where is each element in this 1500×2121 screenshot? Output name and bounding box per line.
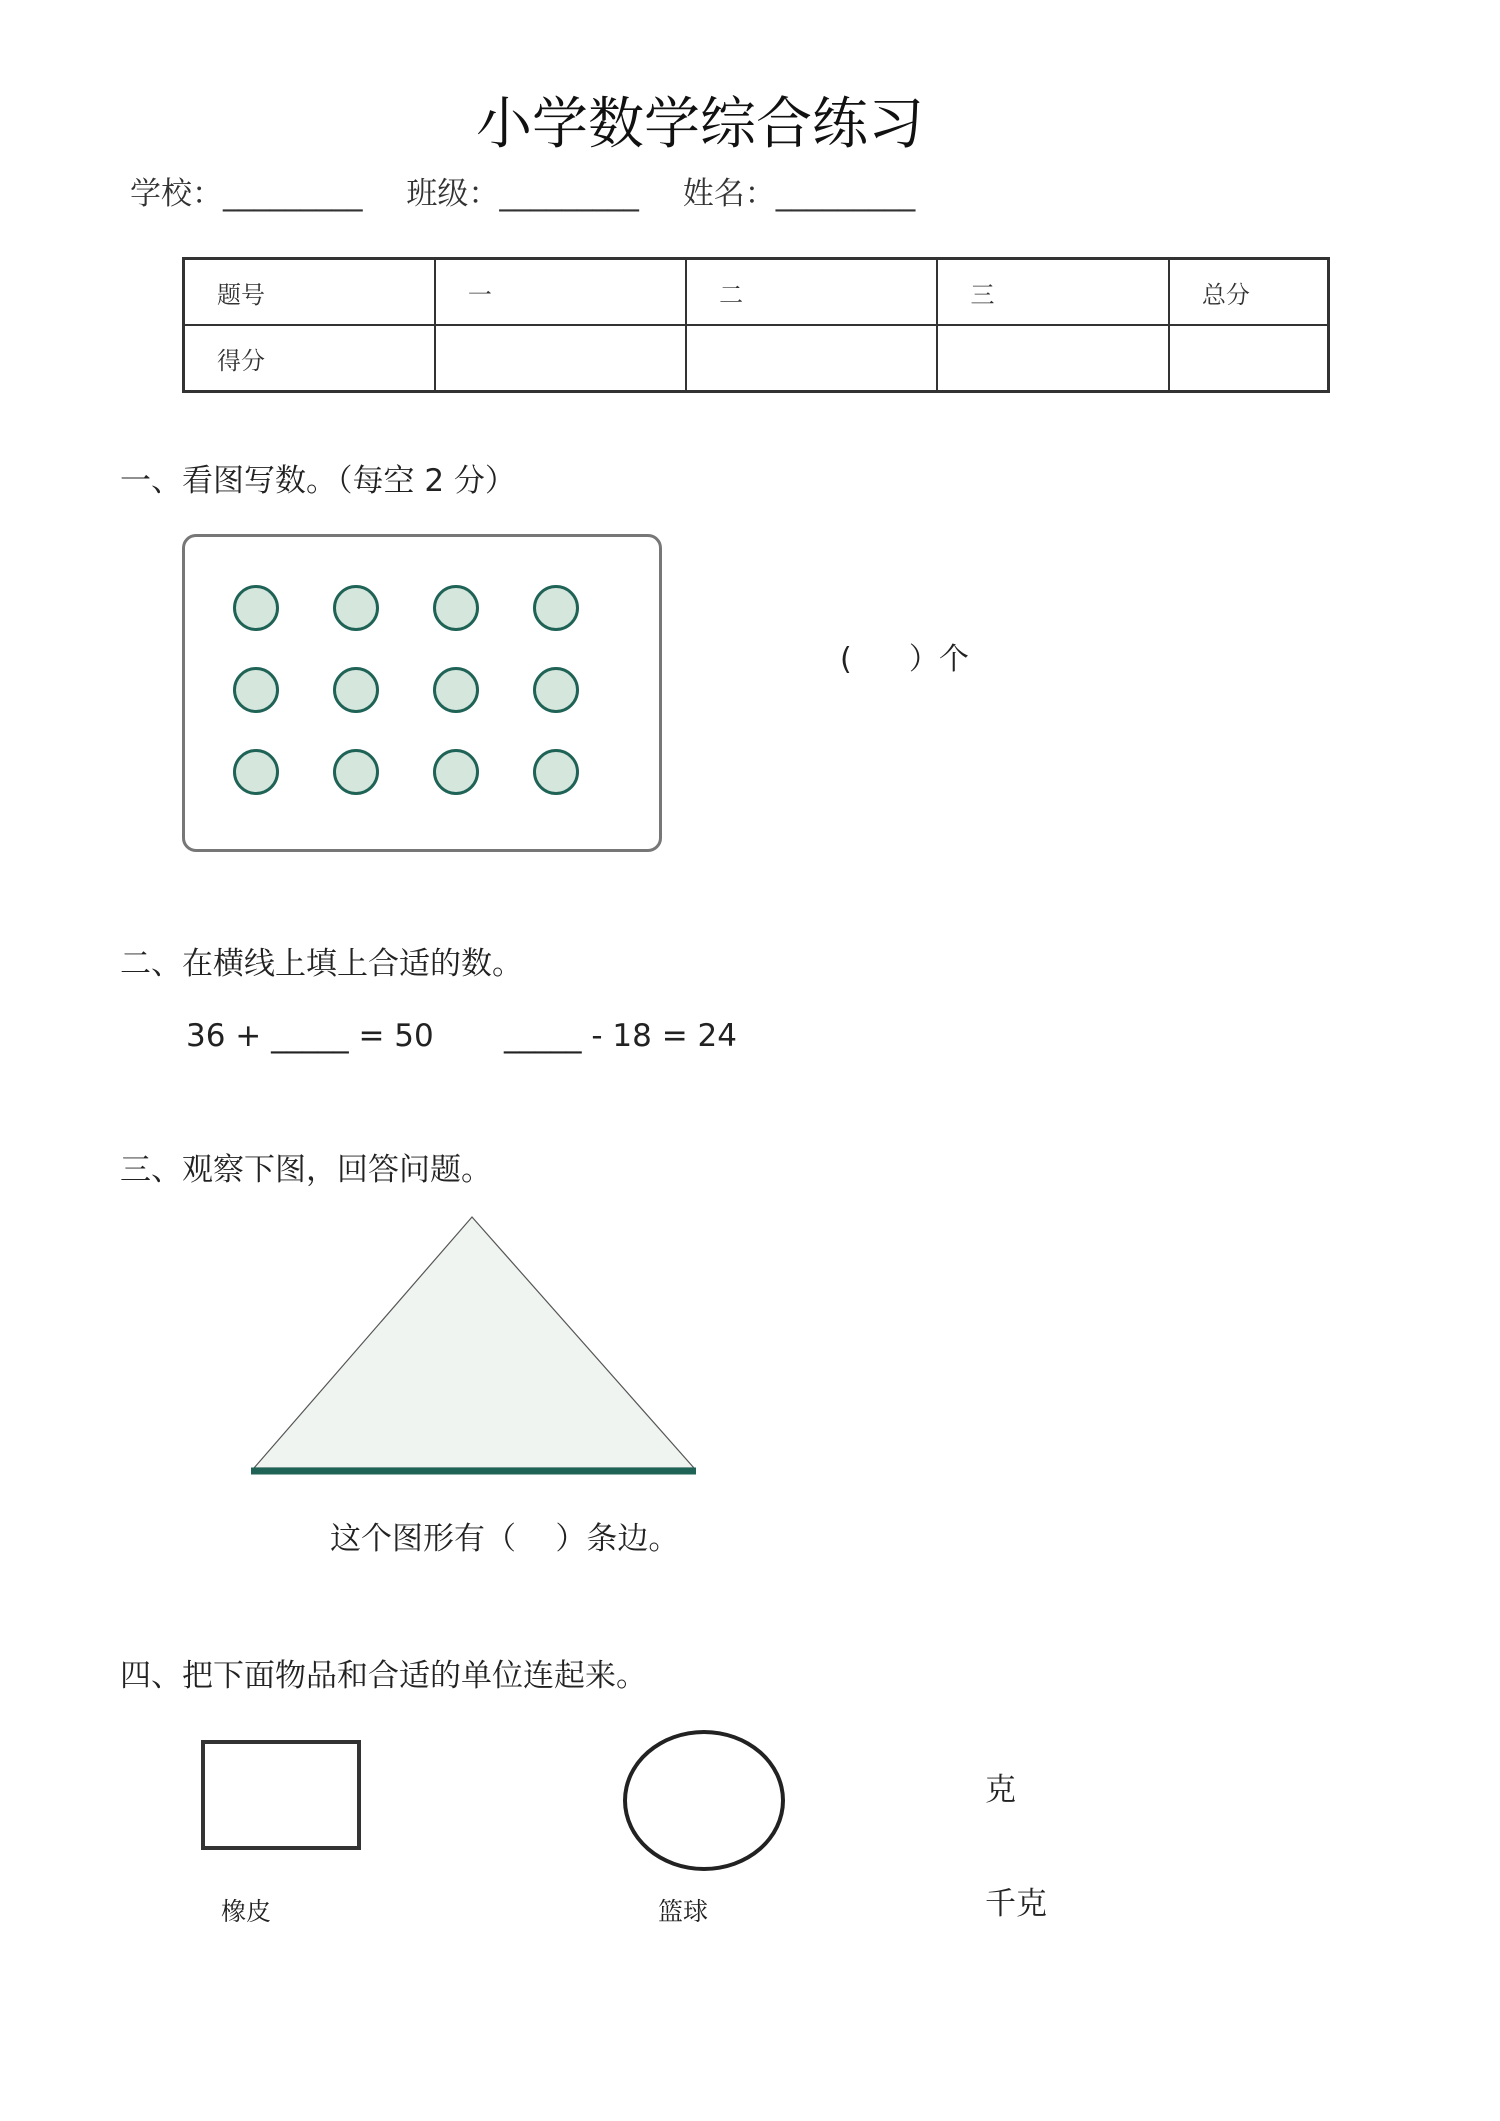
section2-heading: 二、在横线上填上合适的数。 [120,946,523,982]
section4-heading: 四、把下面物品和合适的单位连起来。 [120,1658,647,1694]
counting-dot [233,667,279,713]
basketball-label: 篮球 [658,1897,709,1926]
section1-heading: 一、看图写数。（每空 2 分） [120,463,516,499]
equation-2[interactable]: _____ - 18 = 24 [504,1018,737,1054]
header-cell-total: 总分 [1169,259,1329,326]
header-cell-3: 三 [937,259,1168,326]
counting-dot [433,667,479,713]
header-cell-question-no: 题号 [184,259,435,326]
student-info [130,168,949,213]
basketball-picture [623,1730,785,1871]
score-cell-2[interactable] [686,325,937,392]
name-field[interactable]: 姓名：_________ [682,176,916,212]
counting-dot [333,749,379,795]
counting-dot [433,749,479,795]
score-cell-1[interactable] [435,325,686,392]
score-table-header-row [184,259,1329,326]
triangle-shape [254,1217,694,1468]
section1-answer-blank[interactable]: ( ）个 [840,642,969,677]
unit-kilogram[interactable]: 千克 [985,1886,1047,1922]
score-table [182,257,1330,393]
class-field[interactable]: 班级：_________ [406,176,639,212]
unit-gram[interactable]: 克 [985,1772,1016,1808]
counting-dot [533,667,579,713]
counting-dot [533,585,579,631]
header-cell-1: 一 [435,259,686,326]
score-table-score-row [184,325,1329,392]
counting-dot [333,585,379,631]
header-cell-2: 二 [686,259,937,326]
counting-dot [333,667,379,713]
eraser-label: 橡皮 [221,1897,272,1926]
section3-question[interactable]: 这个图形有（ ）条边。 [330,1521,680,1557]
score-cell-3[interactable] [937,325,1168,392]
counting-dot [233,585,279,631]
score-row-label: 得分 [184,325,435,392]
section3-heading: 三、观察下图，回答问题。 [120,1152,492,1188]
school-field[interactable]: 学校：_________ [130,176,363,212]
eraser-picture [201,1740,361,1850]
triangle-figure [248,1215,708,1475]
page-title: 小学数学综合练习 [476,92,924,157]
counting-dot [433,585,479,631]
counting-dot [233,749,279,795]
counting-dot [533,749,579,795]
dot-picture-box [182,534,662,852]
equation-1[interactable]: 36 + _____ = 50 [186,1018,434,1054]
score-cell-total[interactable] [1169,325,1329,392]
